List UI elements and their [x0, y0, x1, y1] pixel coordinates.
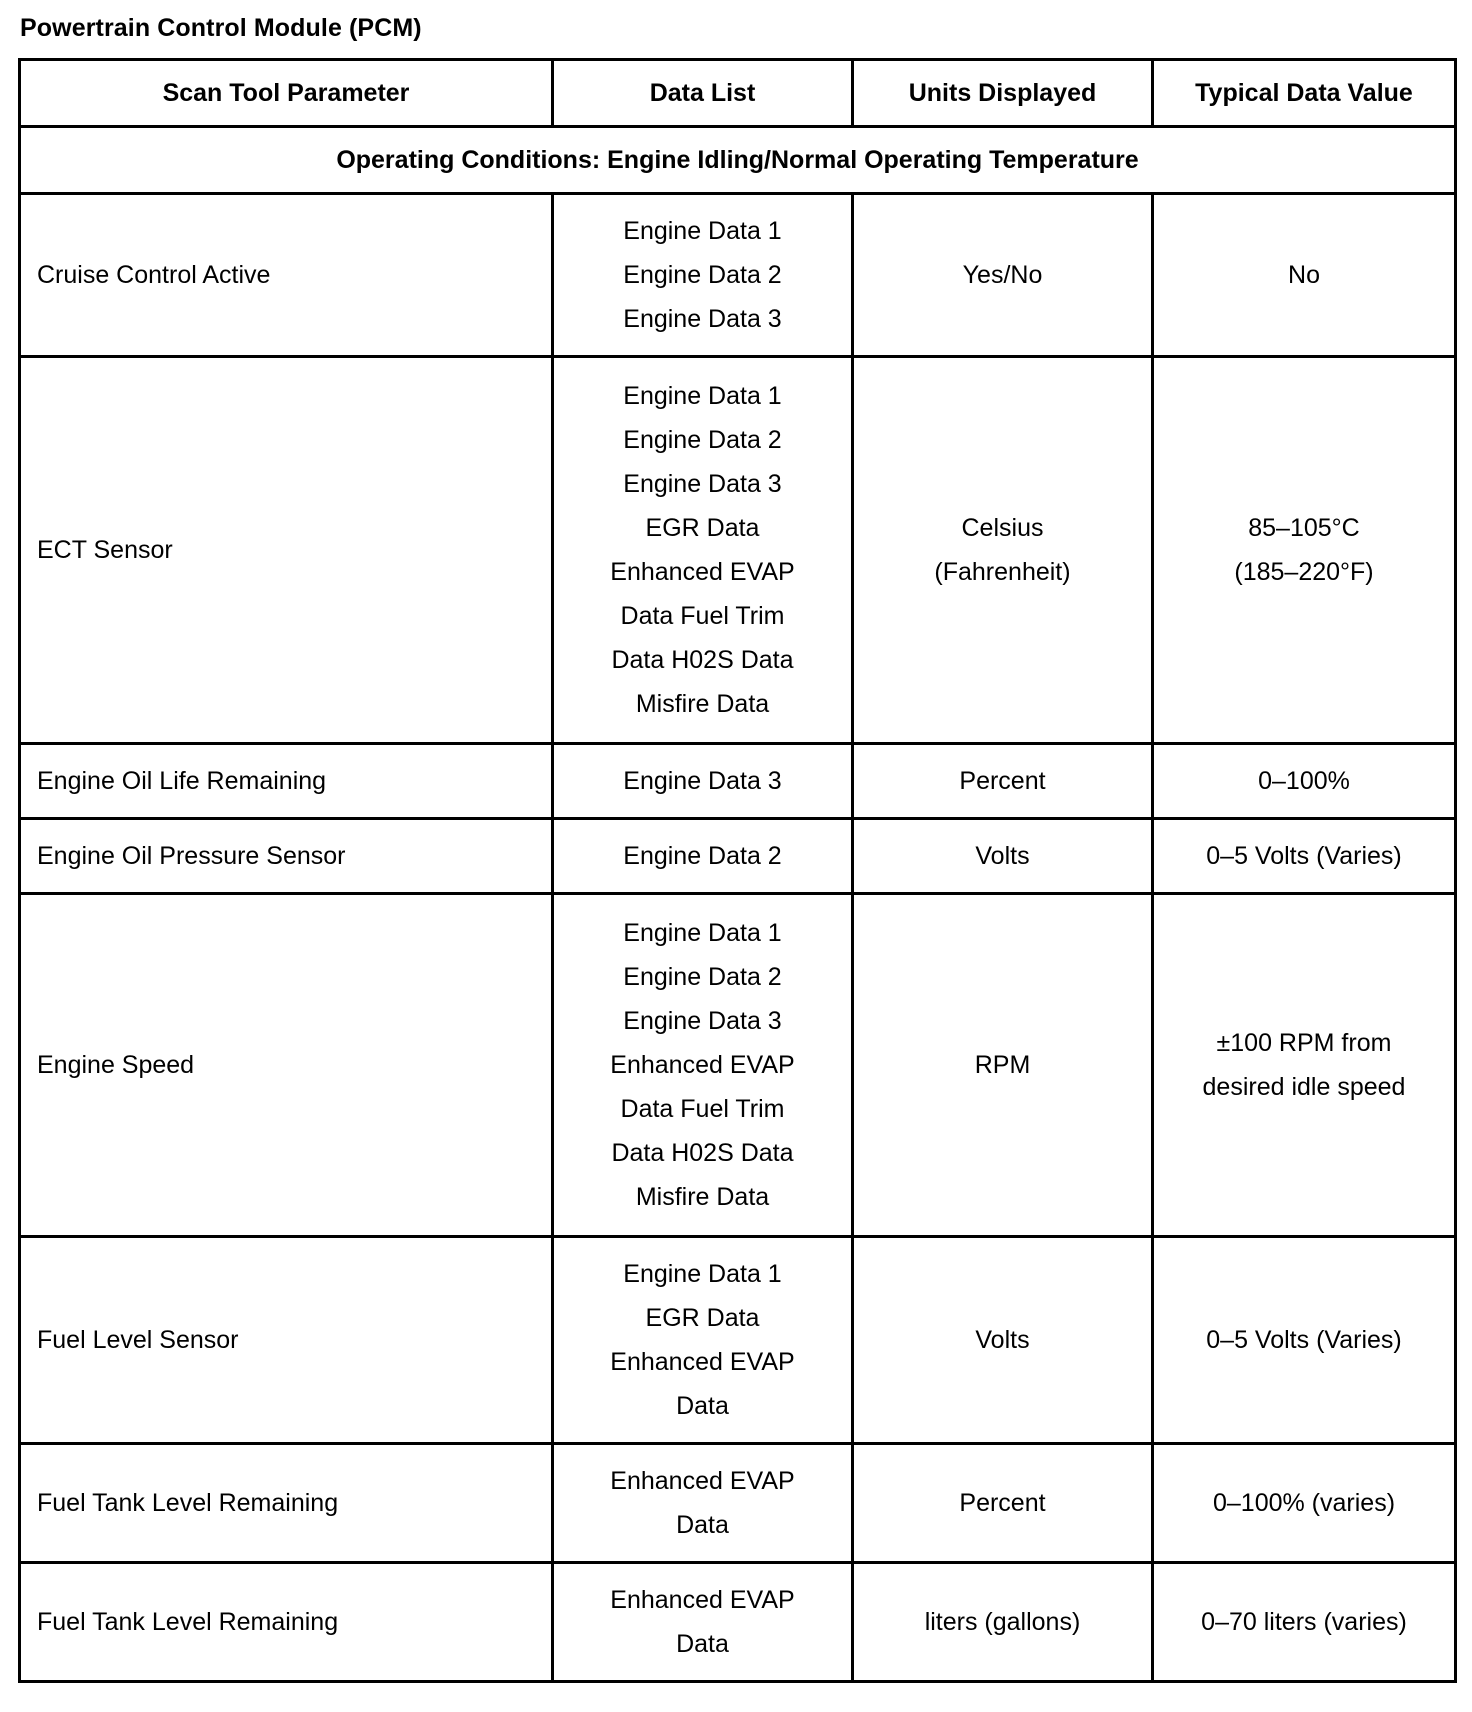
units-cell — [853, 1444, 1153, 1563]
units-text: liters (gallons) — [924, 1608, 1081, 1636]
units-cell — [853, 194, 1153, 357]
table-row — [20, 894, 1456, 1237]
data-list-item: Data Fuel Trim — [620, 1095, 785, 1123]
units-text: (Fahrenheit) — [934, 558, 1071, 586]
column-header-typical-value: Typical Data Value — [1153, 60, 1456, 127]
operating-conditions: Operating Conditions: Engine Idling/Normal Operating Temperature — [20, 127, 1456, 194]
column-header-data-list: Data List — [553, 60, 853, 127]
data-list-cell — [553, 1237, 853, 1444]
units-text: RPM — [974, 1051, 1031, 1079]
table-row — [20, 357, 1456, 744]
data-list-item: Engine Data 3 — [623, 470, 782, 498]
units-cell — [853, 744, 1153, 819]
data-list-item: Engine Data 1 — [623, 919, 782, 947]
units-text: Volts — [975, 842, 1030, 870]
data-list-item: Data — [676, 1511, 729, 1539]
data-list-cell — [553, 744, 853, 819]
data-list-item: Misfire Data — [635, 690, 770, 718]
data-list-item: Engine Data 2 — [623, 261, 782, 289]
typical-value-text: desired idle speed — [1202, 1073, 1406, 1101]
data-list-cell — [553, 357, 853, 744]
table-row — [20, 194, 1456, 357]
data-list-cell — [553, 1563, 853, 1682]
data-list-item: Enhanced EVAP — [610, 1348, 795, 1376]
table-row — [20, 819, 1456, 894]
document-title: Powertrain Control Module (PCM) — [20, 14, 422, 42]
data-list-item: Engine Data 1 — [623, 1260, 782, 1288]
typical-value-cell — [1153, 194, 1456, 357]
data-list-item: Engine Data 2 — [623, 842, 782, 870]
typical-value-text: 0–5 Volts (Varies) — [1206, 842, 1402, 870]
typical-value-text: 0–100% — [1258, 767, 1350, 795]
units-text: Volts — [975, 1326, 1030, 1354]
data-list-cell — [553, 194, 853, 357]
units-cell — [853, 1237, 1153, 1444]
parameter-cell: Fuel Level Sensor — [20, 1237, 553, 1444]
data-list-cell — [553, 1444, 853, 1563]
units-cell — [853, 357, 1153, 744]
units-cell — [853, 819, 1153, 894]
typical-value-cell — [1153, 1444, 1456, 1563]
parameter-cell: Fuel Tank Level Remaining — [20, 1444, 553, 1563]
data-list-cell — [553, 819, 853, 894]
data-list-cell — [553, 894, 853, 1237]
data-list-item: Engine Data 3 — [623, 767, 782, 795]
data-list-item: Engine Data 2 — [623, 426, 782, 454]
table-row — [20, 1444, 1456, 1563]
typical-value-text: 0–5 Volts (Varies) — [1206, 1326, 1402, 1354]
data-list-item: Engine Data 1 — [623, 217, 782, 245]
parameter-cell: Engine Oil Pressure Sensor — [20, 819, 553, 894]
data-list-item: Data — [676, 1630, 729, 1658]
data-list-item: Enhanced EVAP — [610, 1051, 795, 1079]
parameter-cell: ECT Sensor — [20, 357, 553, 744]
units-cell — [853, 894, 1153, 1237]
table-row — [20, 744, 1456, 819]
operating-conditions-row — [20, 127, 1456, 194]
parameter-cell: Engine Speed — [20, 894, 553, 1237]
typical-value-cell — [1153, 819, 1456, 894]
data-list-item: Engine Data 3 — [623, 305, 782, 333]
data-list-item: Enhanced EVAP — [610, 558, 795, 586]
typical-value-text: ±100 RPM from — [1216, 1029, 1392, 1057]
column-header-units: Units Displayed — [853, 60, 1153, 127]
typical-value-cell — [1153, 357, 1456, 744]
typical-value-text: 85–105°C — [1248, 514, 1360, 542]
typical-value-text: (185–220°F) — [1234, 558, 1374, 586]
data-list-item: Engine Data 3 — [623, 1007, 782, 1035]
data-list-item: Enhanced EVAP — [610, 1467, 795, 1495]
data-list-item: Engine Data 2 — [623, 963, 782, 991]
typical-value-cell — [1153, 894, 1456, 1237]
data-list-item: EGR Data — [645, 514, 760, 542]
data-list-item: Data — [676, 1392, 729, 1420]
typical-value-cell — [1153, 744, 1456, 819]
table-row — [20, 1563, 1456, 1682]
table-header-row — [20, 60, 1456, 127]
data-list-item: Misfire Data — [635, 1183, 770, 1211]
parameter-cell: Fuel Tank Level Remaining — [20, 1563, 553, 1682]
typical-value-text: 0–100% (varies) — [1212, 1489, 1396, 1517]
data-list-item: Engine Data 1 — [623, 382, 782, 410]
units-cell — [853, 1563, 1153, 1682]
typical-value-cell — [1153, 1563, 1456, 1682]
data-list-item: EGR Data — [645, 1304, 760, 1332]
typical-value-text: No — [1288, 261, 1320, 289]
typical-value-cell — [1153, 1237, 1456, 1444]
units-text: Percent — [959, 767, 1046, 795]
data-list-item: Data H02S Data — [611, 646, 794, 674]
table-row — [20, 1237, 1456, 1444]
parameter-cell: Engine Oil Life Remaining — [20, 744, 553, 819]
data-list-item: Data H02S Data — [611, 1139, 794, 1167]
typical-value-text: 0–70 liters (varies) — [1201, 1608, 1407, 1636]
data-list-item: Enhanced EVAP — [610, 1586, 795, 1614]
units-text: Celsius — [961, 514, 1044, 542]
column-header-parameter: Scan Tool Parameter — [20, 60, 553, 127]
data-list-item: Data Fuel Trim — [620, 602, 785, 630]
units-text: Percent — [959, 1489, 1046, 1517]
parameter-cell: Cruise Control Active — [20, 194, 553, 357]
pcm-parameter-table — [18, 58, 1457, 1683]
units-text: Yes/No — [962, 261, 1043, 289]
